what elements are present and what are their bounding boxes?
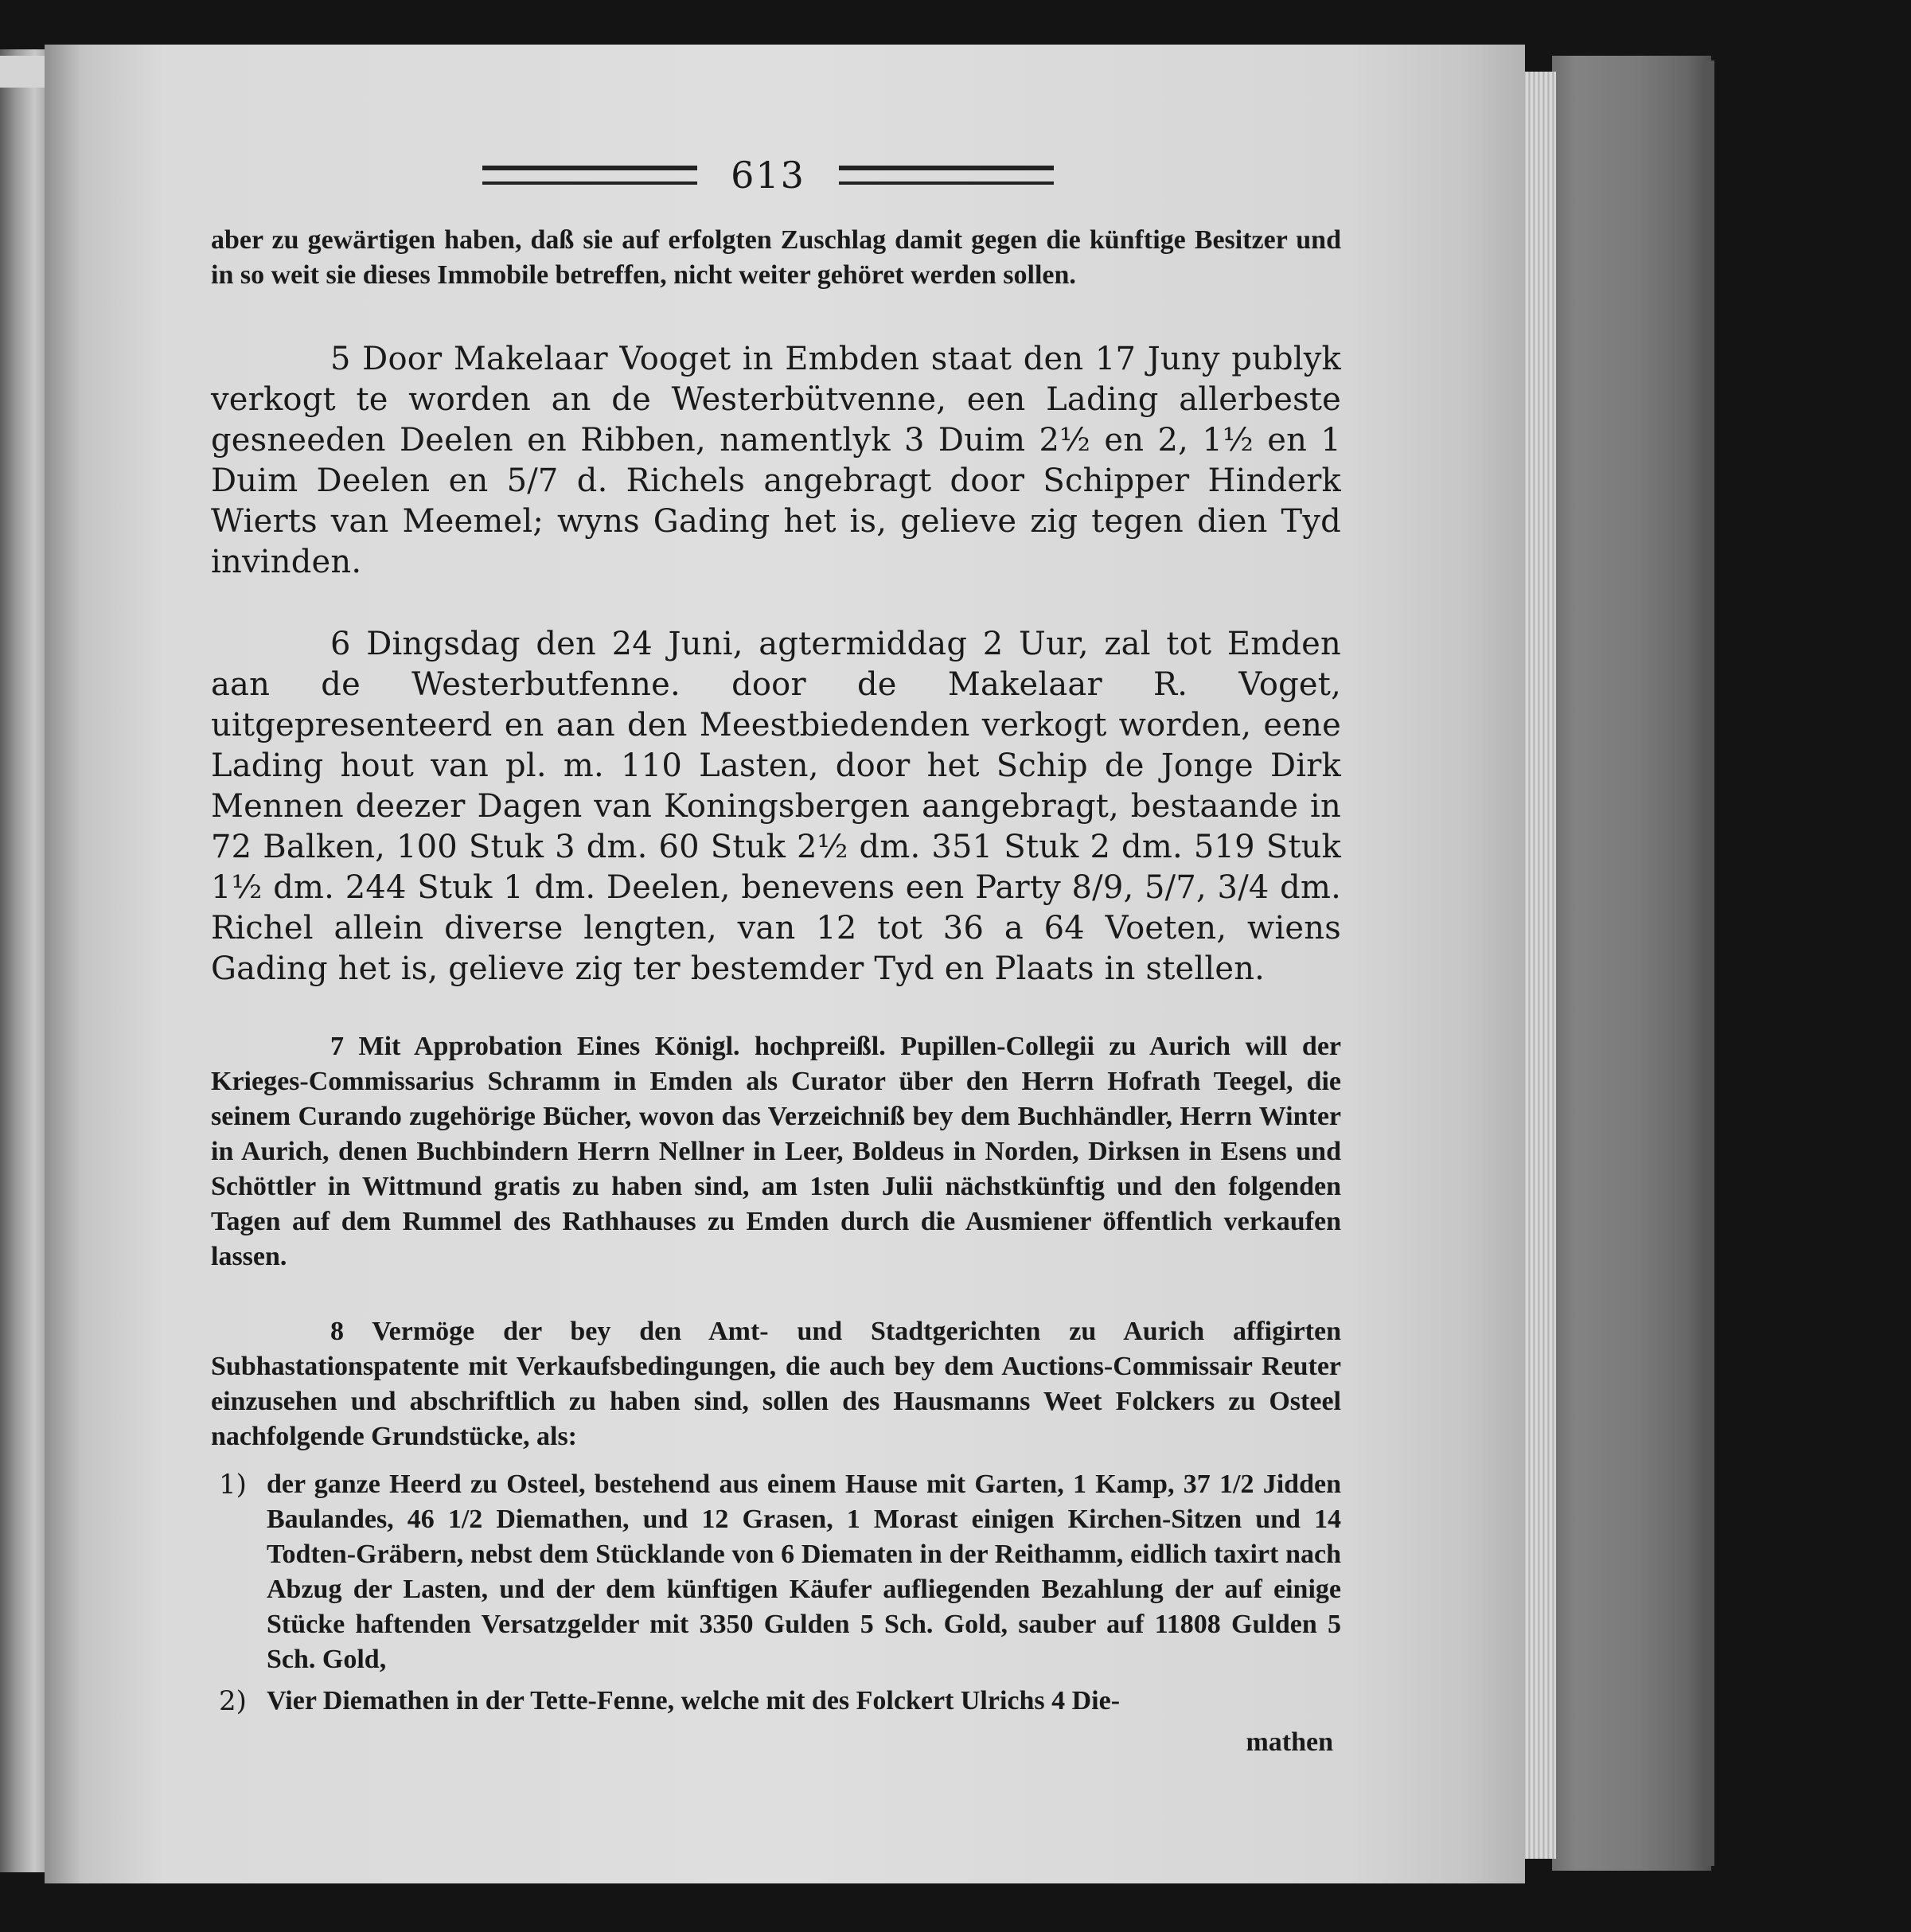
paragraph-5: 5 Door Makelaar Vooget in Embden staat den 17 Juny publyk verkogt te worden an de Westerbütvenne, een Lading allerbeste gesneeden Deelen en Ribben, namentlyk 3 Duim 2½ en 2, 1½ en 1 Duim Deelen en 5/7 d. Richels angebragt door Schipper Hinderk Wierts van Meemel; wyns Gading het is, gelieve zig tegen dien Tyd invinden. — [211, 341, 1341, 580]
list-marker: 1) — [219, 1469, 247, 1501]
text-block — [211, 151, 1341, 1760]
list-marker: 2) — [219, 1685, 247, 1717]
paragraph-intro: aber zu gewärtigen haben, daß sie auf erfolgten Zuschlag damit gegen die künftige Besitzer und in so weit sie dieses Immobile betreffen, nicht weiter gehöret werden sollen. — [211, 225, 1341, 290]
paragraph-8: 8 Vermöge der bey den Amt- und Stadtgerichten zu Aurich affigirten Subhastationspatente mit Verkaufsbedingungen, die auch bey dem Auctions-Commissair Reuter einzusehen und abschriftlich zu haben sind, sollen des Hausmanns Weet Folckers zu Osteel nachfolgende Grundstücke, als: — [211, 1317, 1341, 1451]
list-item — [211, 1684, 1341, 1719]
header-rule-right — [839, 166, 1054, 185]
list-item-text: Vier Diemathen in der Tette-Fenne, welche mit des Folckert Ulrichs 4 Die- — [267, 1686, 1121, 1715]
left-page-edge — [0, 49, 46, 1872]
paragraph-6: 6 Dingsdag den 24 Juni, agtermiddag 2 Uur, zal tot Emden aan de Westerbutfenne. door de Makelaar R. Voget, uitgepresenteerd en aan den Meestbiedenden verkogt worden, eene Lading hout van pl. m. 110 Lasten, door het Schip de Jonge Dirk Mennen deezer Dagen van Koningsbergen aangebragt, bestaande in 72 Balken, 100 Stuk 3 dm. 60 Stuk 2½ dm. 351 Stuk 2 dm. 519 Stuk 1½ dm. 244 Stuk 1 dm. Deelen, benevens een Party 8/9, 5/7, 3/4 dm. Richel allein diverse lengten, van 12 tot 36 a 64 Voeten, wiens Gading het is, gelieve zig ter bestemder Tyd en Plaats in stellen. — [211, 626, 1341, 987]
book-cover — [1552, 56, 1711, 1871]
page-header — [259, 151, 1277, 199]
left-page-corner — [0, 56, 51, 88]
list-item-text: der ganze Heerd zu Osteel, bestehend aus einem Hause mit Garten, 1 Kamp, 37 1/2 Jidden Baulandes, 46 1/2 Diemathen, und 12 Grasen, 1 Morast einigen Kirchen-Sitzen und 14 Todten-Gräbern, nebst dem Stücklande von 6 Diematen in der Reithamm, eidlich taxirt nach Abzug der Lasten, und der dem künftigen Käufer aufliegenden Bezahlung der auf einige Stücke haftenden Versatzgelder mit 3350 Gulden 5 Sch. Gold, sauber auf 11808 Gulden 5 Sch. Gold, — [267, 1469, 1341, 1674]
paragraph-7: 7 Mit Approbation Eines Königl. hochpreißl. Pupillen-Collegii zu Aurich will der Krieges-Commissarius Schramm in Emden als Curator über den Herrn Hofrath Teegel, die seinem Curando zugehörige Bücher, wovon das Verzeichniß bey dem Buchhändler, Herrn Winter in Aurich, denen Buchbindern Herrn Nellner in Leer, Boldeus in Norden, Dirksen in Esens und Schöttler in Wittmund gratis zu haben sind, am 1sten Julii nächstkünftig und den folgenden Tagen auf dem Rummel des Rathhauses zu Emden durch die Ausmiener öffentlich verkaufen lassen. — [211, 1032, 1341, 1271]
header-rule-left — [482, 166, 697, 185]
list-item — [211, 1467, 1341, 1677]
page-number: 613 — [731, 154, 805, 197]
book-cover-edge — [1703, 60, 1714, 1866]
property-list — [211, 1467, 1341, 1719]
catchword: mathen — [1246, 1727, 1333, 1757]
